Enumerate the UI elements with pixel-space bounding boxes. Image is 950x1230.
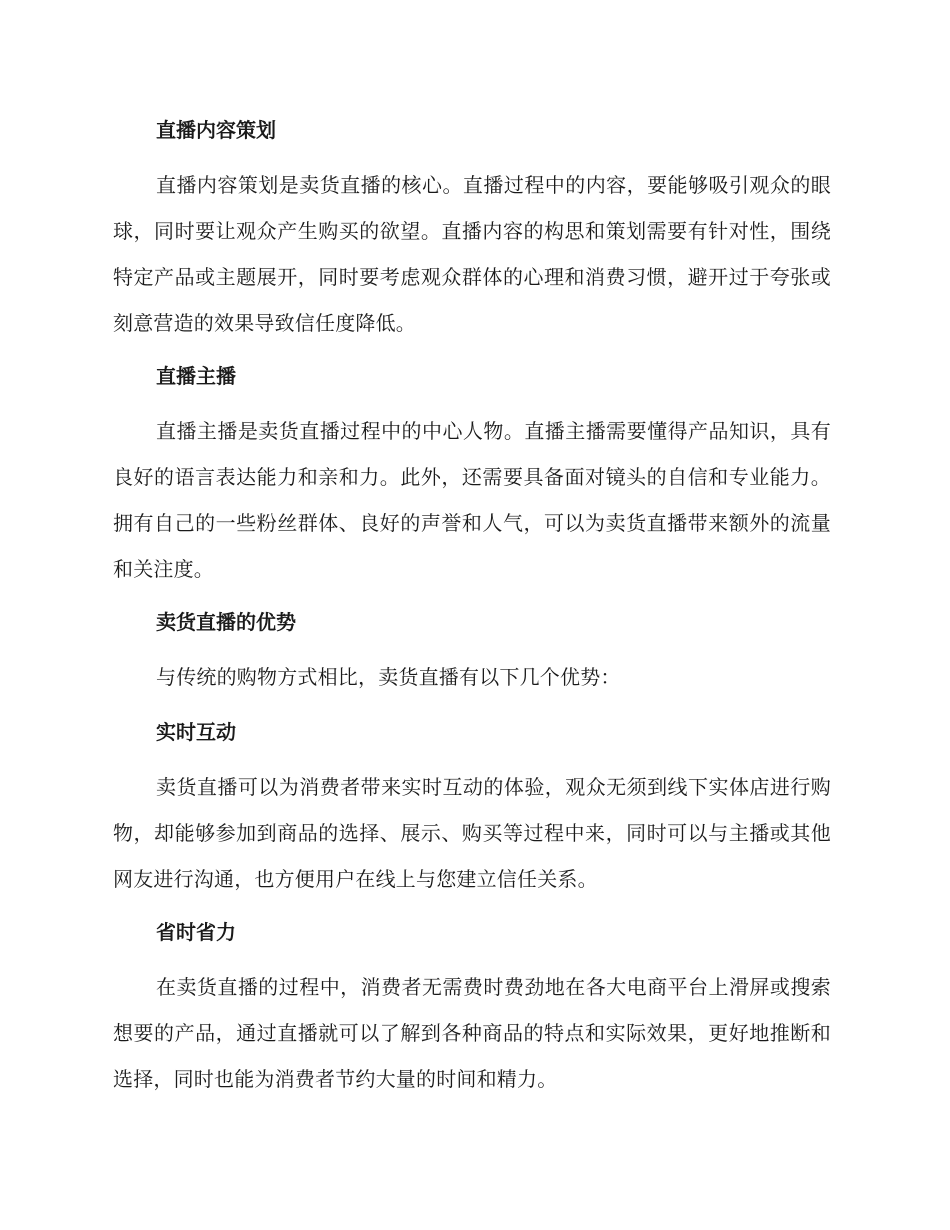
section-paragraph-host: 直播主播是卖货直播过程中的中心人物。直播主播需要懂得产品知识，具有良好的语言表达能力和亲和力。此外，还需要具备面对镜头的自信和专业能力。拥有自己的一些粉丝群体、良好的声誉和人气，可以为卖货直播带来额外的流量和关注度。 [113,419,831,581]
section-heading-content-planning: 直播内容策划 [156,118,276,142]
section-paragraph-real-time-interaction: 卖货直播可以为消费者带来实时互动的体验，观众无须到线下实体店进行购物，却能够参加到商品的选择、展示、购买等过程中来，同时可以与主播或其他网友进行沟通，也方便用户在线上与您建立信任关系。 [113,775,831,891]
section-heading-real-time-interaction: 实时互动 [156,720,236,744]
section-heading-host: 直播主播 [156,364,236,388]
document-content [113,112,831,1114]
section-paragraph-content-planning: 直播内容策划是卖货直播的核心。直播过程中的内容，要能够吸引观众的眼球，同时要让观众产生购买的欲望。直播内容的构思和策划需要有针对性，围绕特定产品或主题展开，同时要考虑观众群体的心理和消费习惯，避开过于夸张或刻意营造的效果导致信任度降低。 [113,173,831,335]
section-paragraph-advantages: 与传统的购物方式相比，卖货直播有以下几个优势： [156,665,621,689]
section-heading-save-time: 省时省力 [156,920,236,944]
section-heading-advantages: 卖货直播的优势 [156,610,296,634]
section-paragraph-save-time: 在卖货直播的过程中，消费者无需费时费劲地在各大电商平台上滑屏或搜索想要的产品，通过直播就可以了解到各种商品的特点和实际效果，更好地推断和选择，同时也能为消费者节约大量的时间和精力。 [113,975,831,1091]
